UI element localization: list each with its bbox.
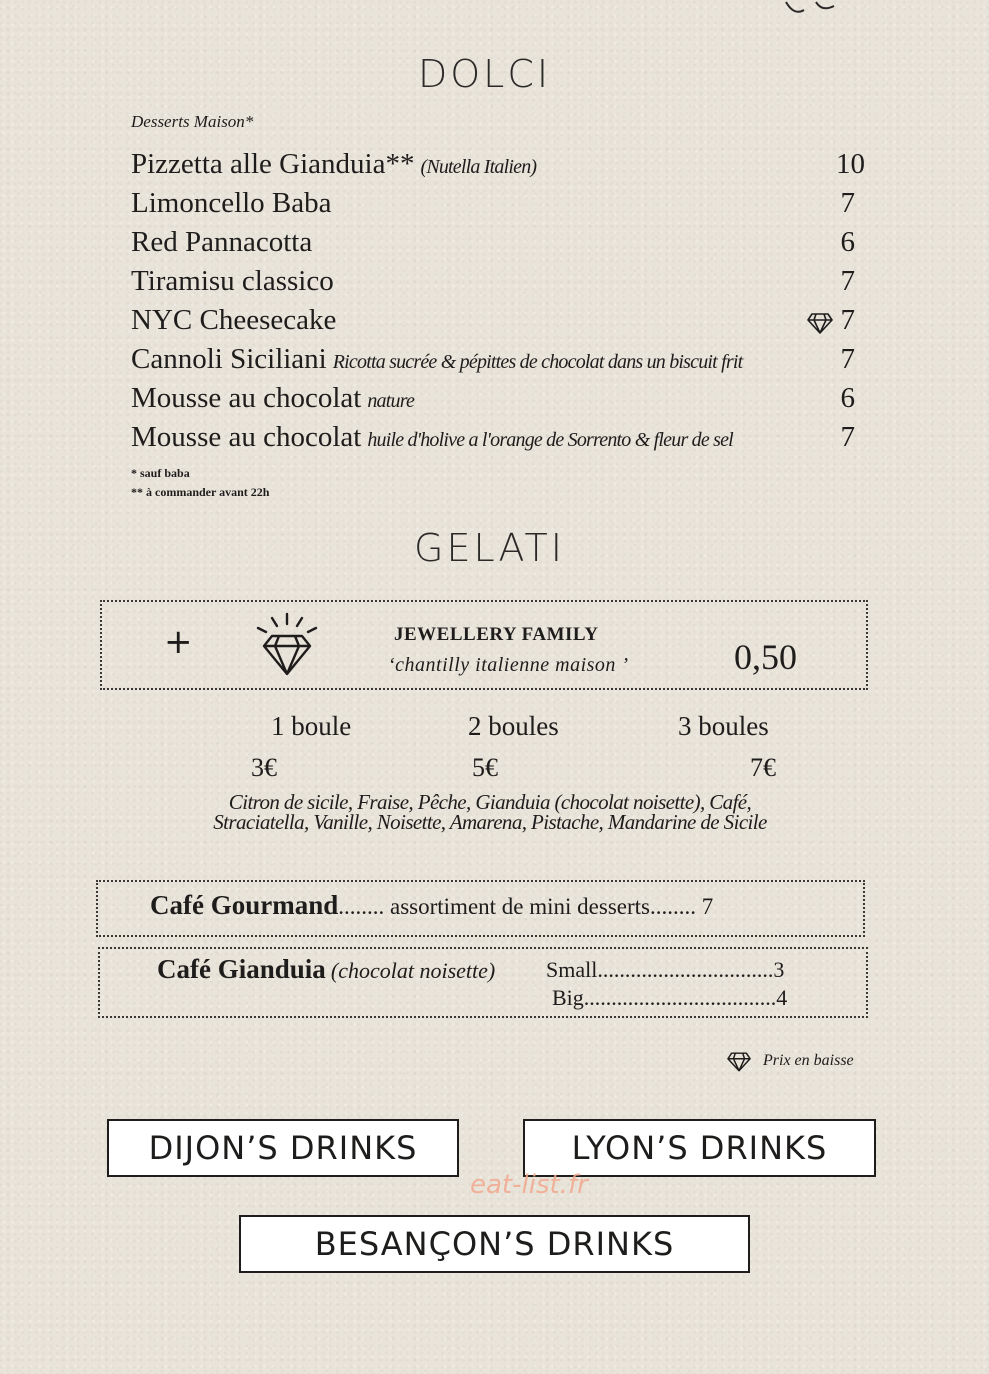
flavor-line: Citron de sicile, Fraise, Pêche, Gianduia (chocolat noisette), Café, (228, 790, 752, 814)
cafe-gourmand-name: Café Gourmand (150, 890, 339, 920)
flavor-list (140, 792, 840, 832)
item-name: Limoncello Baba (131, 187, 332, 219)
item-note: huile d'holive a l'orange de Sorrento & fleur de sel (367, 429, 733, 451)
item-name: Mousse au chocolat (131, 382, 362, 414)
gelati-title: GELATI (414, 526, 565, 570)
item-price: 6 (840, 382, 855, 414)
cafe-gianduia-box (98, 947, 868, 1018)
cafe-gianduia-note: (chocolat noisette) (330, 958, 496, 983)
jewellery-family-price: 0,50 (734, 637, 797, 677)
sparkling-diamond-icon (250, 608, 324, 678)
scoop-label: 3 boules (678, 711, 769, 741)
item-name: Cannoli Siciliani (131, 343, 327, 375)
scoop-price: 3€ (251, 753, 277, 782)
item-name: Tiramisu classico (131, 265, 334, 297)
item-name: Red Pannacotta (131, 226, 313, 258)
scoop-price: 7€ (750, 753, 776, 782)
diamond-icon (807, 312, 833, 334)
item-note: (Nutella Italien) (420, 156, 537, 178)
footnote-order-time: ** à commander avant 22h (131, 485, 270, 499)
item-name: Mousse au chocolat (131, 421, 362, 453)
dijon-drinks-button[interactable]: DIJON’S DRINKS (107, 1119, 459, 1177)
menu-item (131, 421, 865, 460)
menu-item (131, 187, 865, 226)
diamond-icon (727, 1051, 751, 1072)
item-price: 7 (840, 343, 855, 375)
menu-item (131, 265, 865, 304)
lyon-drinks-button[interactable]: LYON’S DRINKS (523, 1119, 876, 1177)
menu-item (131, 148, 865, 187)
item-name: Pizzetta alle Gianduia** (131, 148, 415, 180)
item-price: 7 (840, 421, 855, 453)
cafe-gourmand-box (96, 880, 865, 937)
cafe-gianduia-big: Big...................................4 (552, 985, 788, 1010)
footnote-baba: * sauf baba (131, 466, 190, 480)
item-price: 6 (840, 226, 855, 258)
item-price: 7 (840, 265, 855, 297)
legend-text: Prix en baisse (763, 1052, 854, 1069)
cafe-gourmand-desc: ........ assortiment de mini desserts........ 7 (338, 894, 714, 919)
item-name: NYC Cheesecake (131, 304, 337, 336)
menu-item (131, 304, 865, 343)
jewellery-family-box (100, 600, 868, 690)
jewellery-family-desc: ‘chantilly italienne maison ’ (388, 654, 629, 676)
scoop-label: 1 boule (271, 711, 352, 741)
watermark: eat-list.fr (470, 1170, 588, 1200)
scoop-label: 2 boules (468, 711, 559, 741)
item-price: 7 (840, 304, 855, 336)
cafe-gianduia-small: Small................................3 (546, 957, 785, 982)
item-note: Ricotta sucrée & pépittes de chocolat dans un biscuit frit (332, 351, 743, 373)
menu-item (131, 343, 865, 382)
item-price: 7 (840, 187, 855, 219)
jewellery-family-name: JEWELLERY FAMILY (394, 624, 599, 645)
cafe-gianduia-name: Café Gianduia (157, 954, 326, 984)
dolci-subtitle: Desserts Maison* (131, 112, 254, 131)
item-price: 10 (836, 148, 865, 180)
corner-sketch-icon (782, 0, 842, 18)
scoop-price: 5€ (472, 753, 498, 782)
dolci-title: DOLCI (418, 52, 552, 96)
item-note: nature (367, 390, 415, 412)
menu-item (131, 226, 865, 265)
flavor-line: Straciatella, Vanille, Noisette, Amarena, Pistache, Mandarine de Sicile (213, 810, 767, 834)
menu-item (131, 382, 865, 421)
plus-sign: + (164, 622, 193, 662)
besancon-drinks-button[interactable]: BESANÇON’S DRINKS (239, 1215, 750, 1273)
